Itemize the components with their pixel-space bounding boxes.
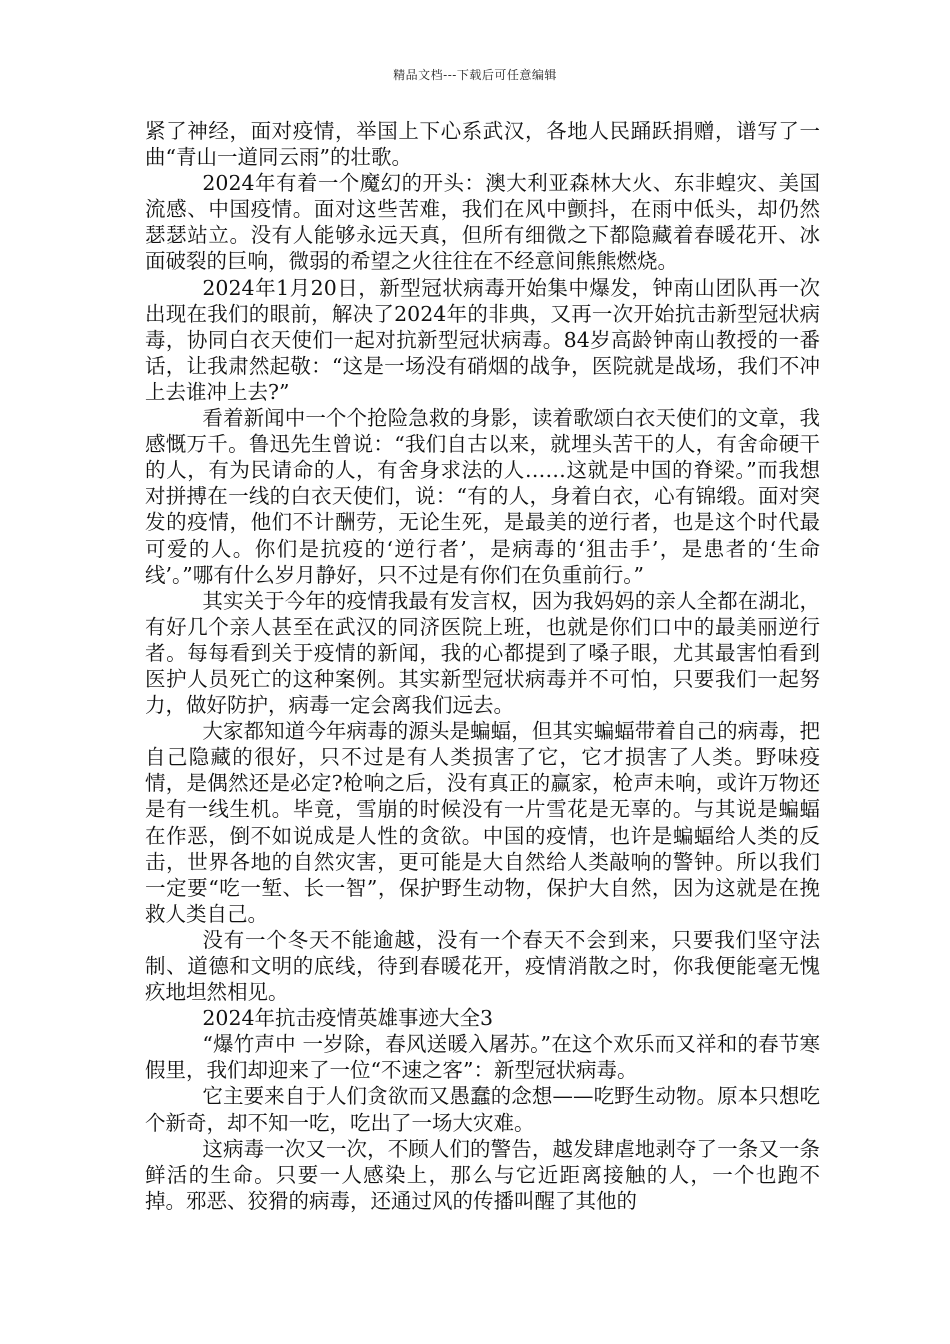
paragraph: 看着新闻中一个个抢险急救的身影，读着歌颂白衣天使们的文章，我感慨万千。鲁迅先生曾说：“我们自古以来，就埋头苦干的人，有舍命硬干的人，有为民请命的人，有舍身求法的人……这就是中国的脊梁。”而我想对拼搏在一线的白衣天使们，说：“有的人，身着白衣，心有锦缎。面对突发的疫情，他们不计酬劳，无论生死，是最美的逆行者，也是这个时代最可爱的人。你们是抗疫的‘逆行者’，是病毒的‘狙击手’，是患者的‘生命线’。”哪有什么岁月静好，只不过是有你们在负重前行。” (145, 406, 820, 587)
paragraph: “爆竹声中 一岁除，春风送暖入屠苏。”在这个欢乐而又祥和的春节寒假里，我们却迎来了一位“不速之客”：新型冠状病毒。 (145, 1032, 820, 1083)
paragraph: 它主要来自于人们贪欲而又愚蠢的念想——吃野生动物。原本只想吃个新奇，却不知一吃，吃出了一场大灾难。 (145, 1084, 820, 1135)
page-header: 精品文档---下载后可任意编辑 (393, 68, 557, 82)
paragraph: 2024年1月20日，新型冠状病毒开始集中爆发，钟南山团队再一次出现在我们的眼前，解决了2024年的非典，又再一次开始抗击新型冠状病毒，协同白衣天使们一起对抗新型冠状病毒。84岁高龄钟南山教授的一番话，让我肃然起敬：“这是一场没有硝烟的战争，医院就是战场，我们不冲上去谁冲上去?” (145, 275, 820, 404)
paragraph: 2024年有着一个魔幻的开头：澳大利亚森林大火、东非蝗灾、美国流感、中国疫情。面对这些苦难，我们在风中颤抖，在雨中低头，却仍然瑟瑟站立。没有人能够永远天真，但所有细微之下都隐藏着春暖花开、冰面破裂的巨响，微弱的希望之火往往在不经意间熊熊燃烧。 (145, 171, 820, 274)
paragraph: 紧了神经，面对疫情，举国上下心系武汉，各地人民踊跃捐赠，谱写了一曲“青山一道同云雨”的壮歌。 (145, 119, 820, 170)
document-body (145, 118, 820, 1214)
section-heading: 2024年抗击疫情英雄事迹大全3 (202, 1006, 494, 1031)
paragraph: 这病毒一次又一次，不顾人们的警告，越发肆虐地剥夺了一条又一条鲜活的生命。只要一人感染上，那么与它近距离接触的人，一个也跑不掉。邪恶、狡猾的病毒，还通过风的传播叫醒了其他的 (145, 1136, 820, 1213)
paragraph: 没有一个冬天不能逾越，没有一个春天不会到来，只要我们坚守法制、道德和文明的底线，待到春暖花开，疫情消散之时，你我便能毫无愧疚地坦然相见。 (145, 927, 820, 1005)
paragraph: 大家都知道今年病毒的源头是蝙蝠，但其实蝙蝠带着自己的病毒，把自己隐藏的很好，只不过是有人类损害了它，它才损害了人类。野味疫情，是偶然还是必定?枪响之后，没有真正的赢家，枪声未响，或许万物还是有一线生机。毕竟，雪崩的时候没有一片雪花是无辜的。与其说是蝙蝠在作恶，倒不如说成是人性的贪欲。中国的疫情，也许是蝙蝠给人类的反击，世界各地的自然灾害，更可能是大自然给人类敲响的警钟。所以我们一定要“吃一堑、长一智”，保护野生动物，保护大自然，因为这就是在挽救人类自己。 (145, 719, 820, 926)
paragraph: 其实关于今年的疫情我最有发言权，因为我妈妈的亲人全都在湖北，有好几个亲人甚至在武汉的同济医院上班，也就是你们口中的最美丽逆行者。每每看到关于疫情的新闻，我的心都提到了嗓子眼，尤其最害怕看到医护人员死亡的这种案例。其实新型冠状病毒并不可怕，只要我们一起努力，做好防护，病毒一定会离我们远去。 (145, 588, 820, 718)
